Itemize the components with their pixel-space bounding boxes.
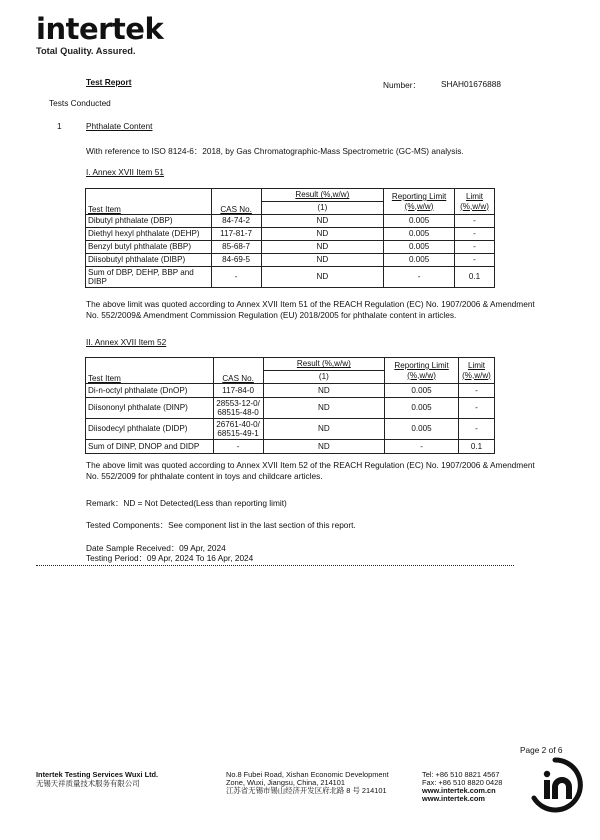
table-row: Diisobutyl phthalate (DIBP) 84-69-5 ND 0.005 - <box>86 254 495 267</box>
header-reporting-limit: Reporting Limit (%,w/w) <box>385 358 459 384</box>
table-row: Diisodecyl phthalate (DIDP) 26761-40-0/ 68515-49-1 ND 0.005 - <box>86 419 495 440</box>
date-received: Date Sample Received：09 Apr, 2024 <box>86 543 226 553</box>
test-index: 1 <box>57 121 62 131</box>
footer-address-1: No.8 Fubei Road, Xishan Economic Development <box>226 770 389 779</box>
report-title: Test Report <box>86 77 132 87</box>
footer-company-en: Intertek Testing Services Wuxi Ltd. <box>36 770 159 779</box>
testing-period: Testing Period：09 Apr, 2024 To 16 Apr, 2024 <box>86 553 254 563</box>
table1-title: I. Annex XVII Item 51 <box>86 167 164 177</box>
section-title: Tests Conducted <box>49 98 111 108</box>
footer-tel: Tel: +86 510 8821 4567 <box>422 770 500 779</box>
intertek-emblem-icon <box>527 757 583 813</box>
section-divider <box>36 565 514 566</box>
table-row: Diisononyl phthalate (DINP) 28553-12-0/ 68515-48-0 ND 0.005 - <box>86 398 495 419</box>
footer-address-cn: 江苏省无锡市锡山经济开发区府北路 8 号 214101 <box>226 786 387 795</box>
report-number-value: SHAH01676888 <box>441 79 501 89</box>
header-cas-no: CAS No. <box>213 358 263 384</box>
footer-address-2: Zone, Wuxi, Jiangsu, China, 214101 <box>226 778 346 787</box>
header-result-sub: (1) <box>261 202 384 215</box>
table2-title: II. Annex XVII Item 52 <box>86 337 167 347</box>
header-result-sub: (1) <box>263 371 385 384</box>
table-row: Sum of DINP, DNOP and DIDP - ND - 0.1 <box>86 440 495 454</box>
header-result: Result (%,w/w) <box>263 358 385 371</box>
header-reporting-limit: Reporting Limit (%,w/w) <box>384 189 455 215</box>
footer-web[interactable]: www.intertek.com <box>422 794 485 803</box>
tested-components: Tested Components：See component list in the last section of this report. <box>86 520 356 530</box>
table-annex-52 <box>85 357 495 454</box>
test-name: Phthalate Content <box>86 121 153 131</box>
intertek-logo: intertek <box>36 12 164 46</box>
table-row: Diethyl hexyl phthalate (DEHP) 117-81-7 ND 0.005 - <box>86 228 495 241</box>
header-test-item: Test Item <box>86 189 212 215</box>
header-test-item: Test Item <box>86 358 214 384</box>
table-row: Benzyl butyl phthalate (BBP) 85-68-7 ND 0.005 - <box>86 241 495 254</box>
table-row: Di-n-octyl phthalate (DnOP) 117-84-0 ND 0.005 - <box>86 384 495 398</box>
table1-note: The above limit was quoted according to Annex XVII Item 51 of the REACH Regulation (EC) No. 1907/2006 & Amendment No. 552/2009& Amendment Commission Regulation (EU) 2018/2005 for phthalate content in articles. <box>86 299 535 320</box>
table-row: Sum of DBP, DEHP, BBP and DIBP - ND - 0.1 <box>86 267 495 288</box>
header-limit: Limit (%,w/w) <box>455 189 495 215</box>
remark: Remark：ND = Not Detected(Less than reporting limit) <box>86 498 287 508</box>
footer-company-cn: 无锡天祥质量技术服务有限公司 <box>36 779 140 788</box>
table2-note: The above limit was quoted according to Annex XVII Item 52 of the REACH Regulation (EC) No. 1907/2006 & Amendment No. 552/2009 for phthalate content in toys and childcare articles. <box>86 460 535 481</box>
header-limit: Limit (%,w/w) <box>458 358 494 384</box>
table-row: Dibutyl phthalate (DBP) 84-74-2 ND 0.005 - <box>86 215 495 228</box>
test-reference: With reference to ISO 8124-6：2018, by Gas Chromatographic-Mass Spectrometric (GC-MS) analysis. <box>86 146 464 156</box>
report-number-label: Number： <box>383 80 421 90</box>
footer-fax: Fax: +86 510 8820 0428 <box>422 778 503 787</box>
header-result: Result (%,w/w) <box>261 189 384 202</box>
logo-tagline: Total Quality. Assured. <box>36 46 136 56</box>
page-number: Page 2 of 6 <box>520 745 563 755</box>
header-cas-no: CAS No. <box>211 189 261 215</box>
footer-email[interactable]: www.intertek.com.cn <box>422 786 496 795</box>
table-annex-51 <box>85 188 495 288</box>
